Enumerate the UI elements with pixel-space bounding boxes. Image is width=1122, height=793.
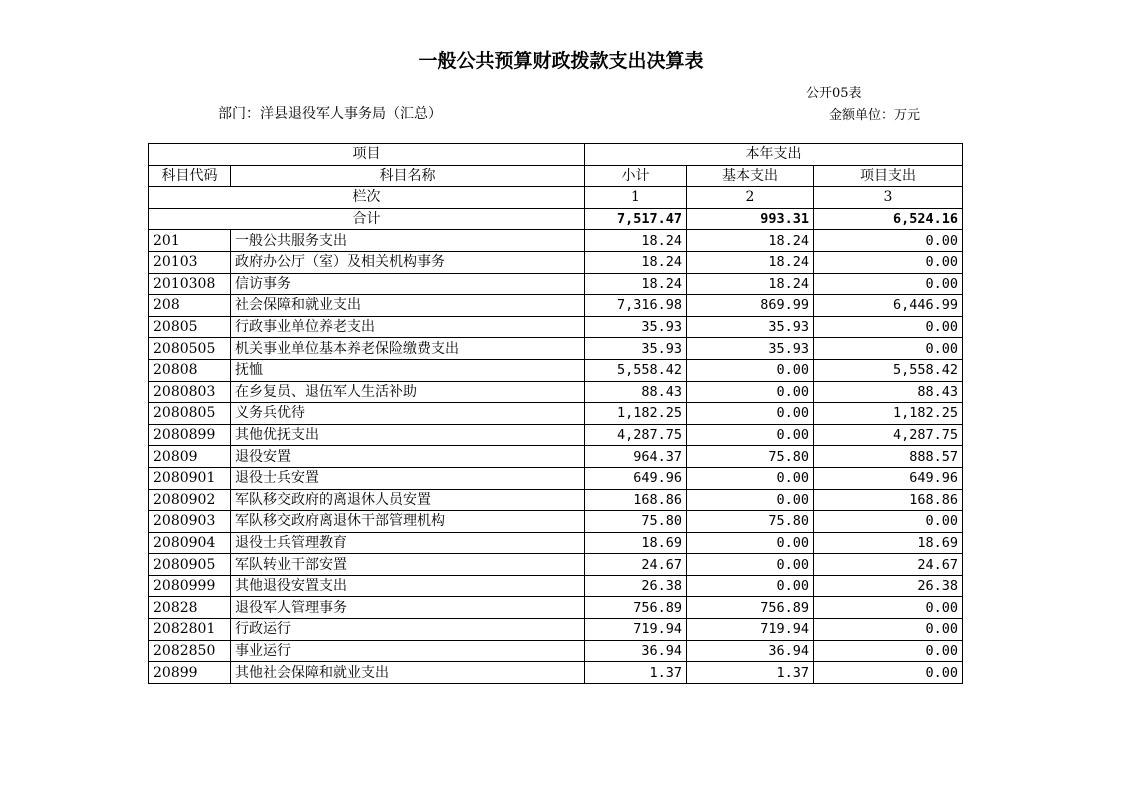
row-basic: 35.93 — [687, 338, 814, 360]
row-basic: 75.80 — [687, 446, 814, 468]
row-subtotal: 649.96 — [585, 467, 687, 489]
table-row — [149, 511, 963, 533]
row-name: 行政事业单位养老支出 — [231, 316, 585, 338]
row-name: 政府办公厅（室）及相关机构事务 — [231, 251, 585, 273]
row-code: 20899 — [149, 662, 231, 684]
header-col1: 1 — [585, 187, 687, 209]
row-project: 888.57 — [814, 446, 963, 468]
row-basic: 0.00 — [687, 575, 814, 597]
table-row — [149, 273, 963, 295]
row-subtotal: 18.24 — [585, 230, 687, 252]
row-code: 201 — [149, 230, 231, 252]
row-code: 20103 — [149, 251, 231, 273]
table-row — [149, 424, 963, 446]
row-subtotal: 75.80 — [585, 511, 687, 533]
row-name: 军队移交政府的离退休人员安置 — [231, 489, 585, 511]
row-name: 军队转业干部安置 — [231, 554, 585, 576]
row-code: 2082850 — [149, 640, 231, 662]
table-row — [149, 251, 963, 273]
row-subtotal: 5,558.42 — [585, 359, 687, 381]
row-code: 2080505 — [149, 338, 231, 360]
row-project: 24.67 — [814, 554, 963, 576]
row-name: 退役士兵安置 — [231, 467, 585, 489]
total-label: 合计 — [149, 208, 585, 230]
row-name: 其他社会保障和就业支出 — [231, 662, 585, 684]
row-basic: 0.00 — [687, 359, 814, 381]
row-project: 0.00 — [814, 597, 963, 619]
row-basic: 18.24 — [687, 251, 814, 273]
header-name: 科目名称 — [231, 165, 585, 187]
row-subtotal: 18.69 — [585, 532, 687, 554]
row-project: 0.00 — [814, 338, 963, 360]
row-subtotal: 1,182.25 — [585, 403, 687, 425]
table-row — [149, 230, 963, 252]
table-row — [149, 575, 963, 597]
row-project: 6,446.99 — [814, 295, 963, 317]
table-row — [149, 619, 963, 641]
row-basic: 756.89 — [687, 597, 814, 619]
table-row — [149, 316, 963, 338]
row-name: 事业运行 — [231, 640, 585, 662]
table-row — [149, 403, 963, 425]
row-basic: 1.37 — [687, 662, 814, 684]
row-subtotal: 26.38 — [585, 575, 687, 597]
table-row — [149, 338, 963, 360]
row-basic: 75.80 — [687, 511, 814, 533]
row-code: 2080902 — [149, 489, 231, 511]
row-name: 社会保障和就业支出 — [231, 295, 585, 317]
row-name: 行政运行 — [231, 619, 585, 641]
row-project: 0.00 — [814, 619, 963, 641]
row-basic: 36.94 — [687, 640, 814, 662]
row-project: 0.00 — [814, 230, 963, 252]
row-subtotal: 18.24 — [585, 251, 687, 273]
row-name: 抚恤 — [231, 359, 585, 381]
row-code: 20805 — [149, 316, 231, 338]
row-subtotal: 7,316.98 — [585, 295, 687, 317]
row-code: 2080901 — [149, 467, 231, 489]
header-col2: 2 — [687, 187, 814, 209]
department-label: 部门：洋县退役军人事务局（汇总） — [218, 106, 442, 122]
row-name: 退役安置 — [231, 446, 585, 468]
header-row-2 — [149, 165, 963, 187]
table-row — [149, 532, 963, 554]
row-subtotal: 756.89 — [585, 597, 687, 619]
table-row — [149, 662, 963, 684]
row-project: 5,558.42 — [814, 359, 963, 381]
header-project: 项目支出 — [814, 165, 963, 187]
row-project: 0.00 — [814, 640, 963, 662]
row-code: 208 — [149, 295, 231, 317]
total-row — [149, 208, 963, 230]
row-project: 4,287.75 — [814, 424, 963, 446]
row-name: 机关事业单位基本养老保险缴费支出 — [231, 338, 585, 360]
row-project: 168.86 — [814, 489, 963, 511]
row-subtotal: 4,287.75 — [585, 424, 687, 446]
row-basic: 0.00 — [687, 554, 814, 576]
row-code: 2080899 — [149, 424, 231, 446]
header-col3: 3 — [814, 187, 963, 209]
row-project: 26.38 — [814, 575, 963, 597]
row-basic: 869.99 — [687, 295, 814, 317]
row-basic: 0.00 — [687, 424, 814, 446]
row-basic: 35.93 — [687, 316, 814, 338]
row-name: 在乡复员、退伍军人生活补助 — [231, 381, 585, 403]
total-project: 6,524.16 — [814, 208, 963, 230]
row-code: 2080905 — [149, 554, 231, 576]
row-project: 0.00 — [814, 251, 963, 273]
row-subtotal: 719.94 — [585, 619, 687, 641]
row-project: 88.43 — [814, 381, 963, 403]
row-subtotal: 35.93 — [585, 338, 687, 360]
amount-unit-label: 金额单位：万元 — [829, 108, 921, 123]
header-code: 科目代码 — [149, 165, 231, 187]
row-basic: 0.00 — [687, 489, 814, 511]
row-code: 20808 — [149, 359, 231, 381]
row-basic: 719.94 — [687, 619, 814, 641]
row-name: 军队移交政府离退休干部管理机构 — [231, 511, 585, 533]
row-basic: 0.00 — [687, 403, 814, 425]
total-subtotal: 7,517.47 — [585, 208, 687, 230]
row-code: 2080805 — [149, 403, 231, 425]
row-project: 0.00 — [814, 316, 963, 338]
row-code: 2080803 — [149, 381, 231, 403]
table-row — [149, 640, 963, 662]
row-name: 退役军人管理事务 — [231, 597, 585, 619]
row-code: 2080904 — [149, 532, 231, 554]
table-row — [149, 359, 963, 381]
row-code: 20828 — [149, 597, 231, 619]
row-subtotal: 18.24 — [585, 273, 687, 295]
header-basic: 基本支出 — [687, 165, 814, 187]
page-title: 一般公共预算财政拨款支出决算表 — [418, 50, 704, 72]
row-code: 2080903 — [149, 511, 231, 533]
row-name: 退役士兵管理教育 — [231, 532, 585, 554]
table-row — [149, 597, 963, 619]
row-basic: 18.24 — [687, 230, 814, 252]
row-subtotal: 1.37 — [585, 662, 687, 684]
expenditure-table — [148, 143, 963, 684]
row-project: 0.00 — [814, 662, 963, 684]
table-row — [149, 446, 963, 468]
form-number: 公开05表 — [806, 86, 862, 101]
row-code: 2080999 — [149, 575, 231, 597]
header-row-1 — [149, 144, 963, 166]
row-name: 义务兵优待 — [231, 403, 585, 425]
header-column-no: 栏次 — [149, 187, 585, 209]
row-basic: 0.00 — [687, 532, 814, 554]
header-subtotal: 小计 — [585, 165, 687, 187]
row-basic: 0.00 — [687, 381, 814, 403]
table-row — [149, 467, 963, 489]
table-row — [149, 381, 963, 403]
header-current-year: 本年支出 — [585, 144, 963, 166]
row-code: 2010308 — [149, 273, 231, 295]
header-row-3 — [149, 187, 963, 209]
row-basic: 18.24 — [687, 273, 814, 295]
row-code: 2082801 — [149, 619, 231, 641]
row-name: 一般公共服务支出 — [231, 230, 585, 252]
row-subtotal: 24.67 — [585, 554, 687, 576]
header-item: 项目 — [149, 144, 585, 166]
row-project: 18.69 — [814, 532, 963, 554]
row-subtotal: 168.86 — [585, 489, 687, 511]
total-basic: 993.31 — [687, 208, 814, 230]
row-subtotal: 35.93 — [585, 316, 687, 338]
table-row — [149, 554, 963, 576]
table-row — [149, 489, 963, 511]
row-project: 1,182.25 — [814, 403, 963, 425]
row-project: 0.00 — [814, 511, 963, 533]
row-name: 其他退役安置支出 — [231, 575, 585, 597]
row-name: 其他优抚支出 — [231, 424, 585, 446]
row-subtotal: 88.43 — [585, 381, 687, 403]
row-subtotal: 36.94 — [585, 640, 687, 662]
table-row — [149, 295, 963, 317]
row-subtotal: 964.37 — [585, 446, 687, 468]
row-project: 649.96 — [814, 467, 963, 489]
row-basic: 0.00 — [687, 467, 814, 489]
row-project: 0.00 — [814, 273, 963, 295]
row-name: 信访事务 — [231, 273, 585, 295]
row-code: 20809 — [149, 446, 231, 468]
